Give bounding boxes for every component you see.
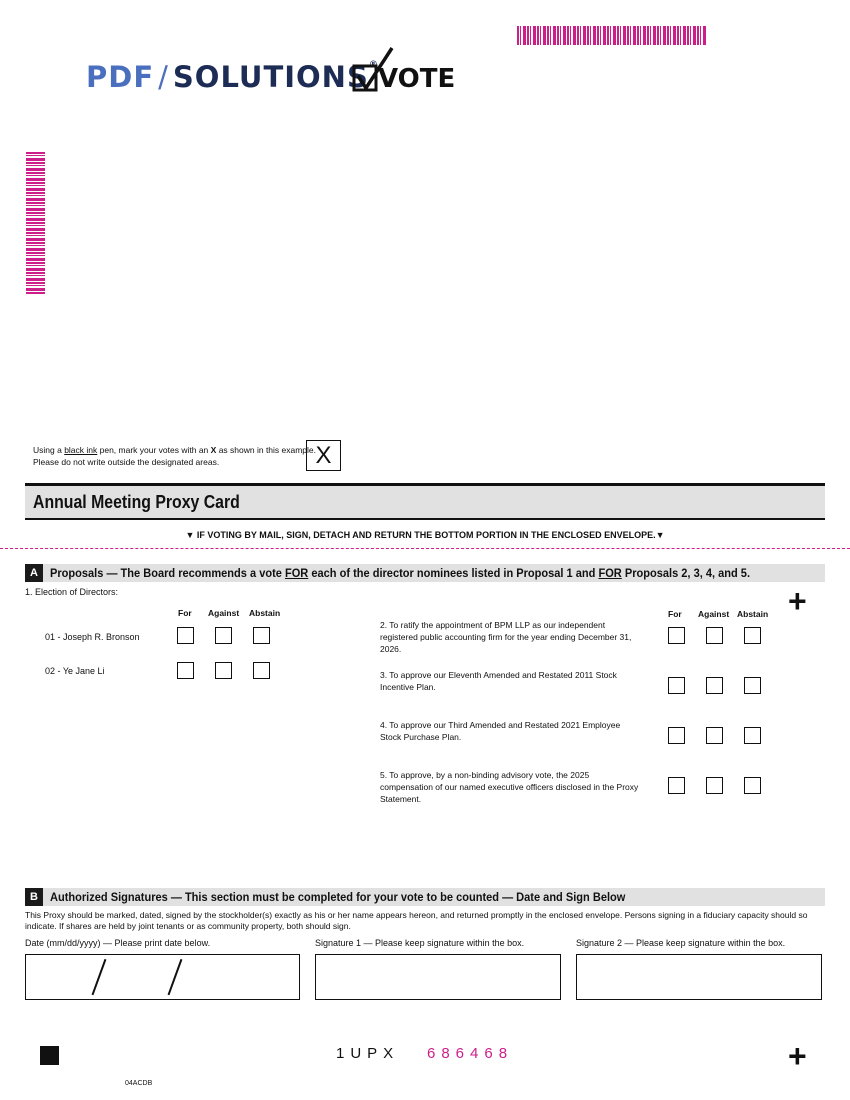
proposal-2-text: 2. To ratify the appointment of BPM LLP as our independent registered public accounting firm for the year ending December 31, 2026. <box>380 620 632 654</box>
col-abstain: Abstain <box>249 608 281 618</box>
proposal-5-for-checkbox[interactable] <box>668 777 685 794</box>
nominee-1-abstain-checkbox[interactable] <box>253 627 270 644</box>
barcode-left <box>26 152 45 295</box>
proposal-2-abstain-checkbox[interactable] <box>744 627 761 644</box>
page-title: Annual Meeting Proxy Card <box>33 492 240 512</box>
signature-2-field[interactable] <box>576 954 822 1000</box>
proposal-3-for-checkbox[interactable] <box>668 677 685 694</box>
registration-plus-icon: + <box>788 583 807 619</box>
proposal-2-against-checkbox[interactable] <box>706 627 723 644</box>
section-a-title: Proposals — The Board recommends a vote FOR each of the director nominees listed in Proposal 1 and FOR Proposals 2, 3, 4, and 5. <box>50 566 751 580</box>
nominee-1-for-checkbox[interactable] <box>177 627 194 644</box>
nominee-2-against-checkbox[interactable] <box>215 662 232 679</box>
proposal-3-against-checkbox[interactable] <box>706 677 723 694</box>
nominee-2-name: 02 - Ye Jane Li <box>45 666 105 676</box>
registration-square <box>40 1046 59 1065</box>
section-a-badge: A <box>25 564 43 582</box>
col-for: For <box>178 608 192 618</box>
proposal-5-text: 5. To approve, by a non-binding advisory vote, the 2025 compensation of our named executive officers disclosed in the Proxy Statement. <box>380 770 639 804</box>
example-mark-box: X <box>306 440 341 471</box>
proposal-4-for-checkbox[interactable] <box>668 727 685 744</box>
proposal-2-for-checkbox[interactable] <box>668 627 685 644</box>
nominee-2-for-checkbox[interactable] <box>177 662 194 679</box>
col-abstain-right: Abstain <box>737 609 769 619</box>
signature-2-label: Signature 2 — Please keep signature within the box. <box>576 938 786 948</box>
signature-1-field[interactable] <box>315 954 561 1000</box>
section-b-badge: B <box>25 888 43 906</box>
proposal-4-text: 4. To approve our Third Amended and Restated 2021 Employee Stock Purchase Plan. <box>380 720 621 742</box>
control-number: 686468 <box>427 1045 514 1062</box>
election-label: 1. Election of Directors: <box>25 587 119 597</box>
date-field[interactable] <box>25 954 300 1000</box>
date-separator-2 <box>168 959 182 995</box>
date-separator-1 <box>92 959 106 995</box>
proposal-3-text: 3. To approve our Eleventh Amended and Restated 2011 Stock Incentive Plan. <box>380 670 617 692</box>
detach-line <box>0 548 850 549</box>
nominee-2-abstain-checkbox[interactable] <box>253 662 270 679</box>
proposal-3-abstain-checkbox[interactable] <box>744 677 761 694</box>
marking-instructions: Using a black ink pen, mark your votes with an X as shown in this example. Please do not write outside the designated areas. <box>33 445 317 467</box>
proposal-4-against-checkbox[interactable] <box>706 727 723 744</box>
proposal-5-abstain-checkbox[interactable] <box>744 777 761 794</box>
company-logo: PDF / SOLUTIONS® <box>86 60 379 94</box>
col-for-right: For <box>668 609 682 619</box>
date-label: Date (mm/dd/yyyy) — Please print date below. <box>25 938 211 948</box>
nominee-1-against-checkbox[interactable] <box>215 627 232 644</box>
proposal-5-against-checkbox[interactable] <box>706 777 723 794</box>
col-against-right: Against <box>698 609 730 619</box>
vote-logo-text: VOTE <box>378 64 456 94</box>
registration-plus-icon-bottom: + <box>788 1038 807 1074</box>
nominee-1-name: 01 - Joseph R. Bronson <box>45 632 140 642</box>
form-code: 1UPX <box>336 1045 400 1062</box>
header-bottom-rule <box>25 518 825 520</box>
small-form-code: 04ACDB <box>125 1080 153 1087</box>
section-b-title: Authorized Signatures — This section must be completed for your vote to be counted — Date and Sign Below <box>50 890 626 904</box>
col-against: Against <box>208 608 240 618</box>
proposal-4-abstain-checkbox[interactable] <box>744 727 761 744</box>
mail-instructions: ▼ IF VOTING BY MAIL, SIGN, DETACH AND RETURN THE BOTTOM PORTION IN THE ENCLOSED ENVELOPE.▼ <box>185 530 665 540</box>
signature-instructions: This Proxy should be marked, dated, signed by the stockholder(s) exactly as his or her name appears hereon, and returned promptly in the enclosed envelope. Persons signing in a fiduciary capacity should so indicate. If shares are held by joint tenants or as community property, both should sign. <box>25 910 808 931</box>
barcode-top <box>517 26 707 45</box>
signature-1-label: Signature 1 — Please keep signature within the box. <box>315 938 525 948</box>
